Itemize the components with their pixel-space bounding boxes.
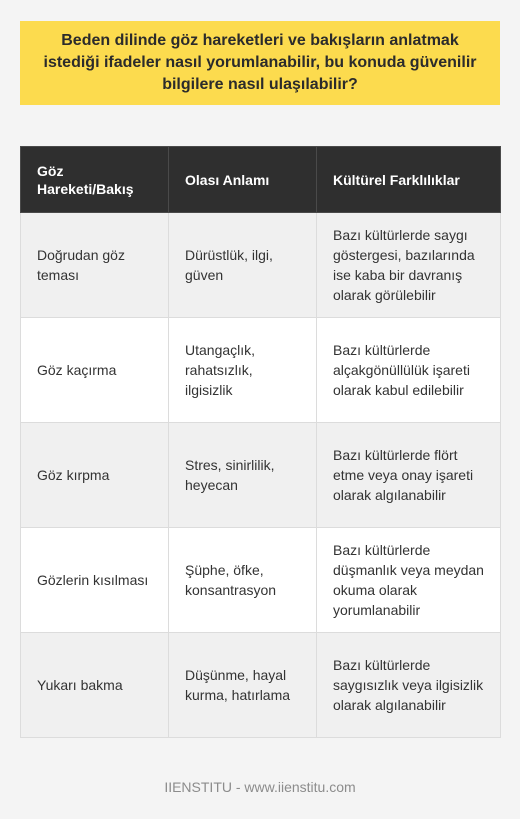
table-row (21, 633, 501, 738)
table-row (21, 318, 501, 423)
cell-cultural-differences: Bazı kültürlerde saygısızlık veya ilgisizlik olarak algılanabilir (317, 633, 501, 738)
cell-possible-meaning: Dürüstlük, ilgi, güven (169, 213, 317, 318)
cell-cultural-differences: Bazı kültürlerde alçakgönüllülük işareti olarak kabul edilebilir (317, 318, 501, 423)
header-cultural-differences: Kültürel Farklılıklar (317, 147, 501, 213)
cell-eye-movement: Göz kırpma (21, 423, 169, 528)
table-row (21, 423, 501, 528)
page-title: Beden dilinde göz hareketleri ve bakışların anlatmak istediği ifadeler nasıl yorumlanabilir, bu konuda güvenilir bilgilere nasıl ulaşılabilir? (20, 21, 500, 105)
footer-credit: IIENSTITU - www.iienstitu.com (164, 779, 356, 795)
header-possible-meaning: Olası Anlamı (169, 147, 317, 213)
cell-possible-meaning: Şüphe, öfke, konsantrasyon (169, 528, 317, 633)
cell-cultural-differences: Bazı kültürlerde flört etme veya onay işareti olarak algılanabilir (317, 423, 501, 528)
cell-cultural-differences: Bazı kültürlerde saygı göstergesi, bazılarında ise kaba bir davranış olarak görülebilir (317, 213, 501, 318)
cell-eye-movement: Yukarı bakma (21, 633, 169, 738)
cell-possible-meaning: Düşünme, hayal kurma, hatırlama (169, 633, 317, 738)
table-row (21, 528, 501, 633)
cell-cultural-differences: Bazı kültürlerde düşmanlık veya meydan okuma olarak yorumlanabilir (317, 528, 501, 633)
eye-movement-table (20, 146, 501, 738)
header-eye-movement: Göz Hareketi/Bakış (21, 147, 169, 213)
cell-possible-meaning: Utangaçlık, rahatsızlık, ilgisizlik (169, 318, 317, 423)
table-row (21, 213, 501, 318)
table-header-row (21, 147, 501, 213)
cell-possible-meaning: Stres, sinirlilik, heyecan (169, 423, 317, 528)
cell-eye-movement: Gözlerin kısılması (21, 528, 169, 633)
cell-eye-movement: Göz kaçırma (21, 318, 169, 423)
cell-eye-movement: Doğrudan göz teması (21, 213, 169, 318)
